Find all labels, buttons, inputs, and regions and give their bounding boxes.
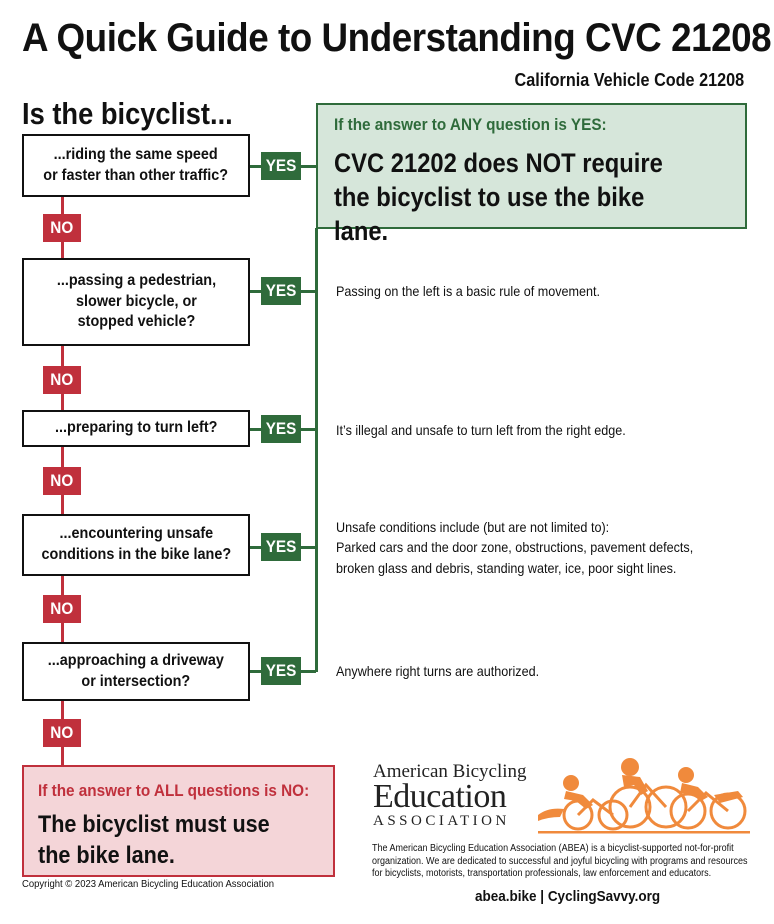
copyright-text: Copyright © 2023 American Bicycling Education Association — [22, 879, 275, 890]
question-text: ...passing a pedestrian, slower bicycle, or stopped vehicle? — [56, 271, 216, 331]
lead-question: Is the bicyclist... — [22, 96, 233, 131]
no-result-box — [22, 765, 335, 877]
no-tag: NO — [43, 595, 81, 623]
question-box-passing — [22, 258, 250, 346]
question-text: ...approaching a driveway or intersection? — [47, 651, 225, 690]
note-left-turn: It’s illegal and unsafe to turn left from the right edge. — [336, 422, 626, 438]
yes-tag: YES — [261, 152, 301, 180]
note-passing: Passing on the left is a basic rule of movement. — [336, 283, 601, 299]
no-result-statement: The bicyclist must use the bike lane. — [38, 811, 270, 870]
question-box-driveway — [22, 642, 250, 701]
yes-result-lead: If the answer to ANY question is YES: — [334, 115, 607, 134]
no-tag: NO — [43, 366, 81, 394]
question-box-speed — [22, 134, 250, 197]
page-title: A Quick Guide to Understanding CVC 21208 — [22, 16, 772, 60]
question-text: ...encountering unsafe conditions in the bike lane? — [41, 525, 231, 563]
question-box-left-turn — [22, 410, 250, 447]
yes-tag: YES — [261, 657, 301, 685]
yes-tag: YES — [261, 533, 301, 561]
no-tag: NO — [43, 467, 81, 495]
website-links[interactable]: abea.bike | CyclingSavvy.org — [475, 888, 661, 905]
no-tag: NO — [43, 214, 81, 242]
logo-line-3: ASSOCIATION — [373, 813, 510, 829]
logo-line-2: Education — [373, 778, 507, 815]
note-driveway: Anywhere right turns are authorized. — [336, 663, 540, 679]
note-unsafe: Unsafe conditions include (but are not limited to): Parked cars and the door zone, obstructions, pavement defects, broken glass and debris, standing water, ice, poor sight lines. — [336, 519, 694, 576]
no-result-lead: If the answer to ALL questions is NO: — [38, 781, 310, 800]
about-text: The American Bicycling Education Association (ABEA) is a bicyclist-supported not-for-profit organization. We are dedicated to successful and joyful bicycling with programs and resources for bicyclists, motorists, transportation professionals, law enforcement and educators. — [372, 843, 748, 879]
cyclists-logo-icon — [538, 755, 750, 835]
no-tag: NO — [43, 719, 81, 747]
logo-line-1: American Bicycling — [373, 761, 527, 782]
question-box-unsafe — [22, 514, 250, 576]
question-text: ...preparing to turn left? — [54, 419, 218, 437]
page-subtitle: California Vehicle Code 21208 — [514, 70, 744, 90]
question-text: ...riding the same speed or faster than other traffic? — [43, 145, 229, 184]
yes-trunk-line — [315, 228, 318, 672]
yes-result-box — [316, 103, 747, 246]
yes-tag: YES — [261, 277, 301, 305]
yes-result-statement: CVC 21202 does NOT require the bicyclist to use the bike lane. — [334, 148, 663, 246]
yes-tag: YES — [261, 415, 301, 443]
